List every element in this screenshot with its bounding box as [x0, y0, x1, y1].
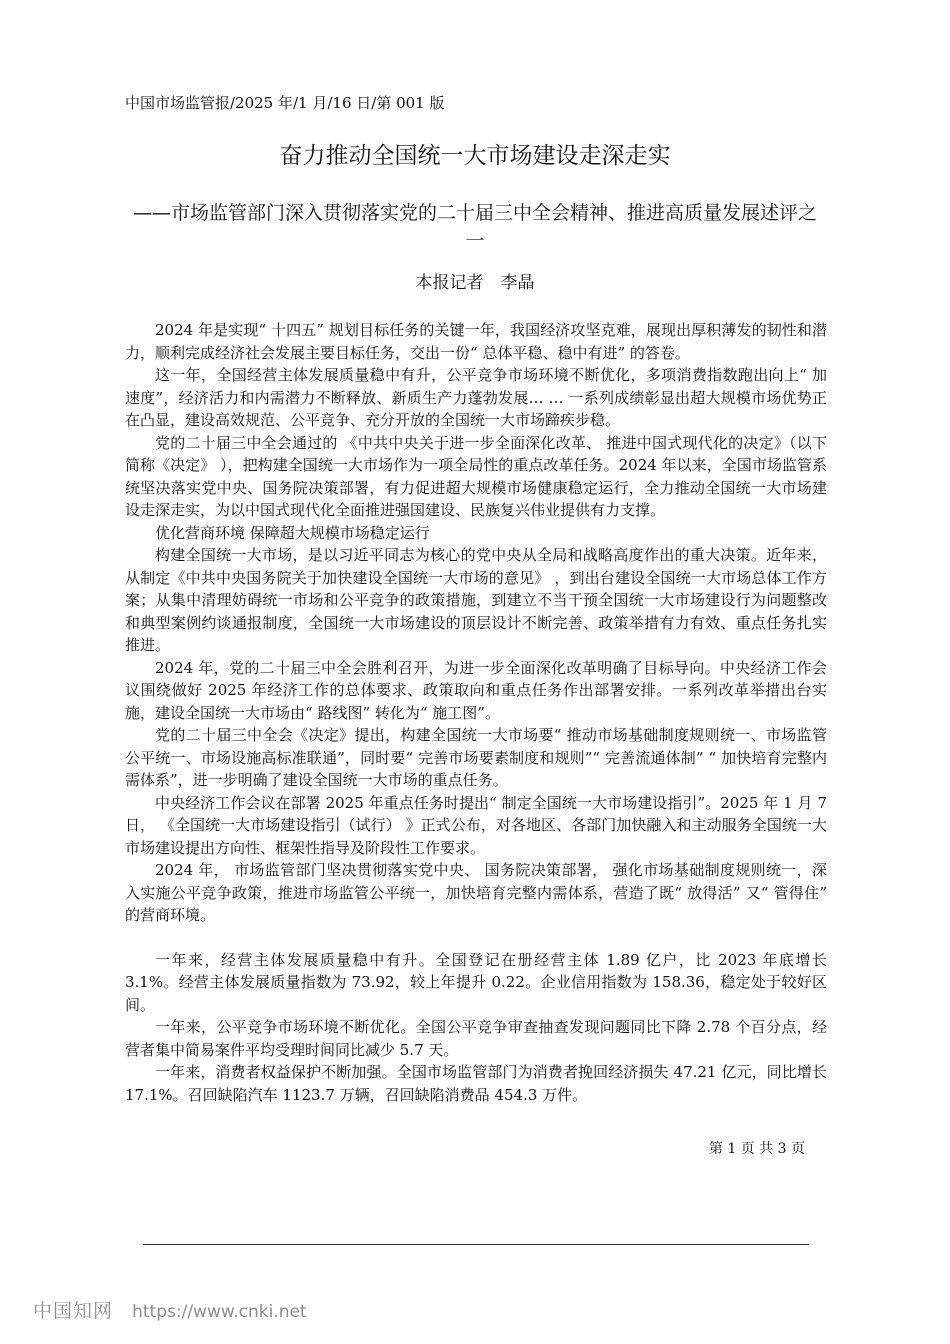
- article-body: [125, 319, 827, 1106]
- paragraph: 中央经济工作会议在部署 2025 年重点任务时提出“ 制定全国统一大市场建设指引”。2025 年 1 月 7 日， 《全国统一大市场建设指引（试行） 》正式公布，对各地区、各部门加快融入和主动服务全国统一大市场建设提出方向性、框架性指导及阶段性工作要求。: [125, 793, 827, 857]
- paragraph: 2024 年， 市场监管部门坚决贯彻落实党中央、 国务院决策部署， 强化市场基础制度规则统一，深入实施公平竞争政策，推进市场监管公平统一，加快培育完整内需体系，营造了既“ 放得活” 又“ 管得住” 的营商环境。: [125, 861, 827, 924]
- paragraph: 一年来，经营主体发展质量稳中有升。全国登记在册经营主体 1.89 亿户，比 2023 年底增长 3.1%。经营主体发展质量指数为 73.92，较上年提升 0.22。企业信用指数为 158.36，稳定处于较好区间。: [125, 950, 827, 1014]
- paragraph: 这一年，全国经营主体发展质量稳中有升，公平竞争市场环境不断优化，多项消费指数跑出向上“ 加速度”，经济活力和内需潜力不断释放、新质生产力蓬勃发展… … 一系列成绩彰显出超大规模市场优势正在凸显，建设高效规范、公平竞争、充分开放的全国统一大市场蹄疾步稳。: [125, 366, 827, 429]
- paragraph: 党的二十届三中全会通过的 《中共中央关于进一步全面深化改革、 推进中国式现代化的决定》（以下简称《决定》 ），把构建全国统一大市场作为一项全局性的重点改革任务。2024 年以来，全国市场监管系统坚决落实党中央、国务院决策部署，有力促进超大规模市场健康稳定运行，全力推动全国统一大市场建设走深走实，为以中国式现代化全面推进强国建设、民族复兴伟业提供有力支撑。: [125, 433, 827, 519]
- cnki-url: https://www.cnki.net: [132, 1302, 307, 1322]
- cnki-watermark: [33, 1296, 307, 1323]
- page-number: 第 1 页 共 3 页: [708, 1141, 805, 1157]
- footer-divider: [143, 1244, 809, 1245]
- paragraph: 构建全国统一大市场，是以习近平同志为核心的党中央从全局和战略高度作出的重大决策。近年来，从制定《中共中央国务院关于加快建设全国统一大市场的意见》 ，到出台建设全国统一大市场总体工作方案；从集中清理妨碍统一市场和公平竞争的政策措施，到建立不当干预全国统一大市场建设行为问题整改和典型案例约谈通报制度，全国统一大市场建设的顶层设计不断完善、政策举措有力有效、重点任务扎实推进。: [125, 546, 827, 654]
- publication-source: 中国市场监管报/2025 年/1 月/16 日/第 001 版: [125, 94, 445, 112]
- article-subtitle: ——市场监管部门深入贯彻落实党的二十届三中全会精神、推进高质量发展述评之一: [132, 202, 817, 252]
- article-title: 奋力推动全国统一大市场建设走深走实: [279, 143, 671, 169]
- paragraph: 党的二十届三中全会《决定》提出，构建全国统一大市场要“ 推动市场基础制度规则统一、市场监管公平统一、市场设施高标准联通”，同时要“ 完善市场要素制度和规则”“ 完善流通体制” “ 加快培育完整内需体系”，进一步明确了建设全国统一大市场的重点任务。: [125, 726, 827, 789]
- paragraph: 一年来，消费者权益保护不断加强。全国市场监管部门为消费者挽回经济损失 47.21 亿元，同比增长 17.1%。召回缺陷汽车 1123.7 万辆，召回缺陷消费品 454.3 万件。: [125, 1063, 827, 1104]
- paragraph: 2024 年，党的二十届三中全会胜利召开，为进一步全面深化改革明确了目标导向。中央经济工作会议围绕做好 2025 年经济工作的总体要求、政策取向和重点任务作出部署安排。一系列改革举措出台实施，建设全国统一大市场由“ 路线图” 转化为“ 施工图”。: [125, 658, 827, 722]
- paragraph: 一年来，公平竞争市场环境不断优化。全国公平竞争审查抽查发现问题同比下降 2.78 个百分点，经营者集中简易案件平均受理时间同比减少 5.7 天。: [125, 1018, 827, 1059]
- cnki-logo: 中国知网: [33, 1300, 114, 1322]
- article-byline: 本报记者 李晶: [415, 273, 535, 293]
- section-heading: 优化营商环境 保障超大规模市场稳定运行: [155, 523, 430, 542]
- paragraph: 2024 年是实现“ 十四五” 规划目标任务的关键一年，我国经济攻坚克难，展现出厚积薄发的韧性和潜力，顺利完成经济社会发展主要目标任务，交出一份“ 总体平稳、稳中有进” 的答卷。: [125, 321, 827, 362]
